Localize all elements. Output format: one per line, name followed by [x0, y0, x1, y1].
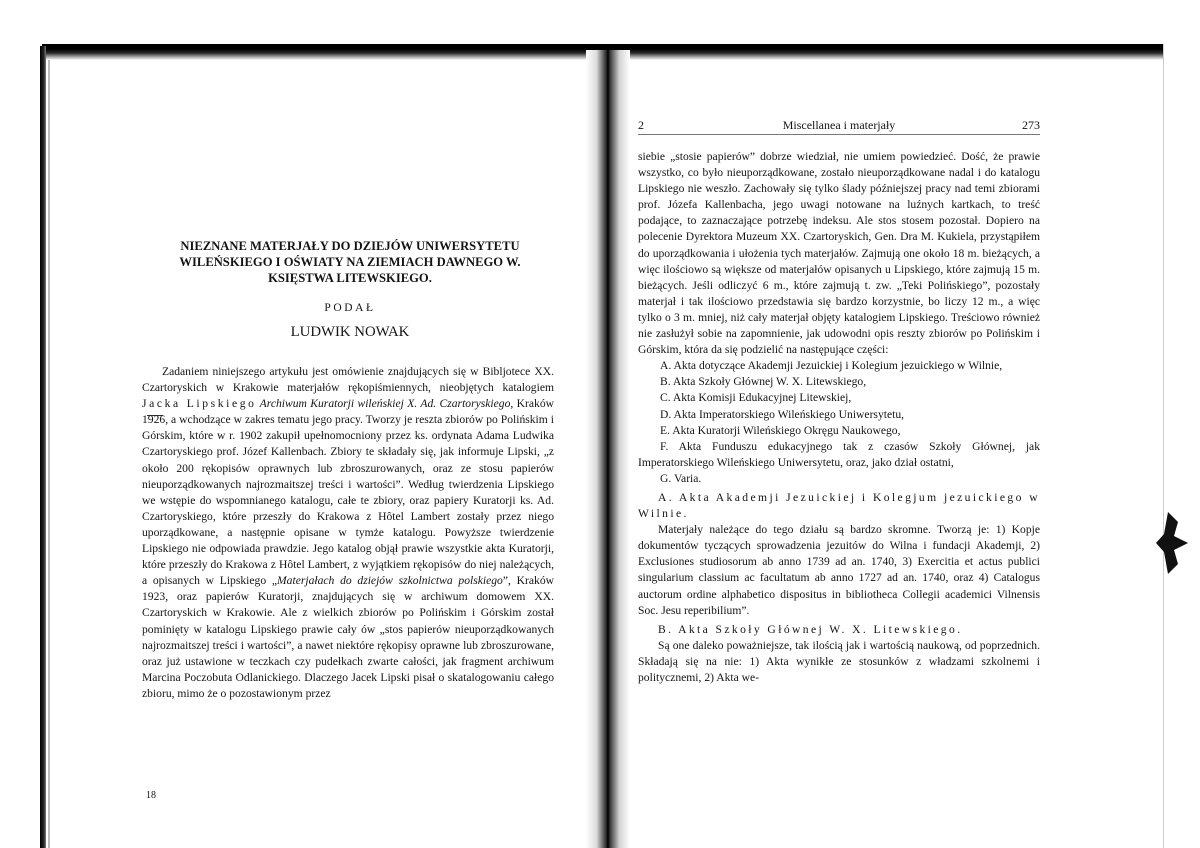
right-body-text: [638, 149, 1040, 686]
right-paragraph: Materjały należące do tego działu są bardzo skromne. Tworzą je: 1) Kopje dokumentów tyczących sprowadzenia jezuitów do Wilna i fundacji Akademji, 2) Exclusiones studiosorum ab anno 1739 ad an. 1740, 3) Exercitia et actus publici singularium classium ac facultatum ab anno 1727 ad an. 1740, oraz 4) Catalogus auctorum ordine alphabetico dispositus in bibliotheca Collegii academici Vilnensis Soc. Jesu reperibilium”.: [638, 523, 1040, 617]
list-item: D. Akta Imperatorskiego Wileńskiego Uniwersytetu,: [660, 407, 905, 421]
section-heading: A. Akta Akademji Jezuickiej i Kolegjum jezuickiego w Wilnie.: [638, 490, 1040, 521]
left-page-inner-edge: [48, 60, 50, 848]
article-title: NIEZNANE MATERJAŁY DO DZIEJÓW UNIWERSYTETU WILEŃSKIEGO I OŚWIATY NA ZIEMIACH DAWNEGO W. KSIĘSTWA LITEWSKIEGO.: [179, 239, 521, 285]
spaced-name: Jacka Lipskiego: [142, 397, 257, 411]
header-rule: [638, 134, 1040, 135]
right-page-edge: [1163, 44, 1164, 848]
list-item: E. Akta Kuratorji Wileńskiego Okręgu Naukowego,: [660, 423, 901, 437]
right-paragraph: Są one daleko poważniejsze, tak ilością jak i wartością naukową, od poprzednich. Składają się na nie: 1) Akta wynikłe ze stosunków z władzami szkolnemi i politycznemi, 2) Akta we-: [638, 638, 1040, 684]
text-run: , Kraków 1926, a wchodzące w zakres tematu jego pracy. Tworzy je reszta zbiorów po Polińskim i Górskim, które w r. 1902 zakupił upełnomocniony przez ks. ordynata Adama Ludwika Czartoryskiego prof. Józef Kallenbach. Zbiory te składały się, jak informuje Lipski, „z około 200 rękopisów oprawnych lub zbroszurowanych, oraz ze stosu papierów nieuporządkowanych najrozmaitszej treści i wartości”. Według twierdzenia Lipskiego we wstępie do wspomnianego katalogu, całe te zbiory, oraz papiery Kuratorji ks. Ad. Czartoryskiego, które przeszły do Krakowa z Hôtel Lambert zostały przez niego uporządkowane, a następnie opisane w tymże katalogu. Powyższe twierdzenie Lipskiego nie odpowiada prawdzie. Jego katalog objął prawie wszystkie akta Kuratorji, które przeszły do Krakowa z Hôtel Lambert, z wyjątkiem rękopisów do niej należących, a opisanych w Lipskiego „: [142, 397, 554, 588]
author-name: LUDWIK NOWAK: [290, 324, 410, 340]
section-heading: B. Akta Szkoły Głównej W. X. Litewskiego.: [658, 622, 963, 636]
byline-label: PODAŁ: [324, 302, 376, 314]
header-title: Miscellanea i materjały: [782, 118, 896, 132]
italic-title: Archiwum Kuratorji wileńskiej X. Ad. Czartoryskiego: [256, 397, 511, 411]
header-number-left: 2: [638, 118, 644, 132]
left-paragraph: [142, 364, 554, 702]
list-item: G. Varia.: [660, 471, 702, 485]
right-paragraph: siebie „stosie papierów” dobrze wiedział, nie umiem powiedzieć. Dość, że prawie wszystko, co było nieuporządkowane, zostało nieuporządkowane nadal i do katalogu Lipskiego nie weszło. Zachowały się tylko ślady późniejszej pracy nad temi zbiorami prof. Józefa Kallenbacha, jego uwagi notowane na luźnych kartkach, to treść podające, to zaznaczające potrzebę indeksu. Ale stos stosem pozostał. Dopiero na polecenie Dyrektora Muzeum XX. Czartoryskich, Gen. Dra M. Kukiela, przystąpiłem do uporządkowania i ułożenia tych materjałów. Zajmują one około 18 m. bieżących, a więc ilościowo są większe od materjałów opisanych u Lipskiego, które zajmują 15 m. bieżących. Jeśli odliczyć 6 m., które zajmują t. zw. „Teki Polińskiego”, pozostały materjał i tak ilościowo przedstawia się bardzo korzystnie, bo liczy 12 m., a więc tylko o 3 m. mniej, niż cały materjał objęty katalogiem Lipskiego. Treściowo również nie zasłużył sobie na zapomnienie, jak udowodni opis reszty zbiorów po Polińskim i Górskim, która da się podzielić na następujące części:: [638, 150, 1040, 357]
left-page-edge: [40, 46, 46, 848]
list-item: C. Akta Komisji Edukacyjnej Litewskiej,: [660, 391, 852, 405]
page-edge-notch: [1154, 512, 1188, 574]
list-item: F. Akta Funduszu edukacyjnego tak z czasów Szkoły Głównej, jak Imperatorskiego Wileńskiego Uniwersytetu, oraz, jako dział ostatni,: [638, 439, 1040, 469]
running-header: [638, 118, 1040, 134]
list-item: A. Akta dotyczące Akademji Jezuickiej i Kolegium jezuickiego w Wilnie,: [660, 359, 1003, 373]
page-footer-number: 18: [146, 790, 156, 801]
left-body-text: [142, 364, 554, 702]
page-number: 273: [1022, 118, 1040, 132]
book-gutter: [586, 50, 630, 848]
italic-title: Materjałach do dziejów szkolnictwa polskiego: [277, 574, 503, 588]
text-run: ”, Kraków 1923, oraz papierów Kuratorji, znajdujących się w archiwum domowem XX. Czartoryskich w Krakowie. Ale z wielkich zbiorów po Polińskim i Górskim został pominięty w katalogu Lipskiego prawie cały ów „stos papierów nieuporządkowanych najrozmaitszej treści i wartości”, a nawet niektóre rękopisy oprawne lub zbroszurowane, oraz już ustawione w teczkach czy pudełkach zwarte całości, jak fragment archiwum Marcina Poczobuta Odlanickiego. Dlaczego Jacek Lipski pisał o skatalogowaniu całego zbioru, mimo że o pozostawionym przez: [142, 574, 554, 700]
list-item: B. Akta Szkoły Głównej W. X. Litewskiego,: [660, 375, 867, 389]
text-run: Zadaniem niniejszego artykułu jest omówienie znajdujących się w Bibljotece XX. Czartoryskich w Krakowie materjałów rękopiśmiennych, nieobjętych katalogiem: [142, 365, 554, 395]
